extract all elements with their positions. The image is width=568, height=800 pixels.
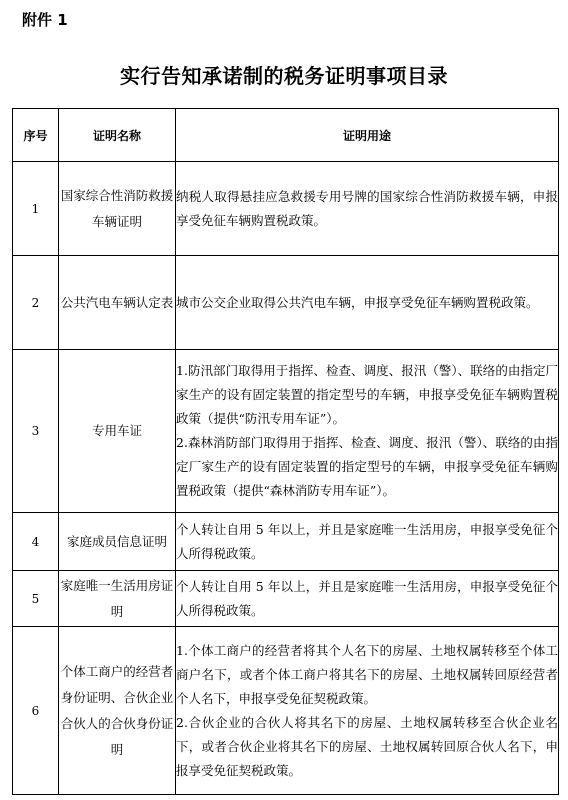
row-name: 家庭成员信息证明: [59, 513, 176, 571]
table-row: [13, 162, 559, 256]
row-number: 2: [13, 256, 59, 350]
row-name: 家庭唯一生活用房证明: [59, 571, 176, 627]
row-use: [176, 256, 559, 350]
table-row: [13, 513, 559, 571]
certificate-table: [12, 108, 559, 795]
use-text: 纳税人取得悬挂应急救援专用号牌的国家综合性消防救援车辆，申报享受免征车辆购置税政策。: [176, 188, 558, 228]
row-number: 5: [13, 571, 59, 627]
use-text: 个人转让自用 5 年以上，并且是家庭唯一生活用房，申报享受免征个人所得税政策。: [176, 578, 558, 618]
header-number: 序号: [13, 109, 59, 162]
table-header-row: [13, 109, 559, 162]
use-text: 2.森林消防部门取得用于指挥、检查、调度、报汛（警）、联络的由指定厂家生产的设有固定装置的指定型号的车辆，申报享受免征车辆购置税政策（提供“森林消防专用车证”）。: [176, 435, 558, 498]
attachment-label: 附件 1: [22, 11, 68, 29]
use-text: 个人转让自用 5 年以上，并且是家庭唯一生活用房，申报享受免征个人所得税政策。: [176, 521, 558, 561]
row-number: 4: [13, 513, 59, 571]
use-text: 2.合伙企业的合伙人将其名下的房屋、土地权属转移至合伙企业名下，或者合伙企业将其名下的房屋、土地权属转回原合伙人名下，申报享受免征契税政策。: [176, 714, 558, 778]
use-text: 1.防汛部门取得用于指挥、检查、调度、报汛（警）、联络的由指定厂家生产的设有固定装置的指定型号的车辆，申报享受免征车辆购置税政策（提供“防汛专用车证”）。: [176, 363, 558, 426]
header-use: 证明用途: [176, 109, 559, 162]
use-text: 城市公交企业取得公共汽电车辆，申报享受免征车辆购置税政策。: [176, 294, 539, 310]
row-name: 专用车证: [59, 350, 176, 513]
row-number: 6: [13, 627, 59, 795]
use-text: 1.个体工商户的经营者将其个人名下的房屋、土地权属转移至个体工商户名下，或者个体工商户将其名下的房屋、土地权属转回原经营者个人名下，申报享受免征契税政策。: [176, 642, 558, 706]
table-row: [13, 571, 559, 627]
row-use: [176, 627, 559, 795]
row-name: 公共汽电车辆认定表: [59, 256, 176, 350]
row-use: [176, 571, 559, 627]
document-title: 实行告知承诺制的税务证明事项目录: [120, 64, 448, 88]
row-use: [176, 513, 559, 571]
row-use: [176, 162, 559, 256]
row-use: [176, 350, 559, 513]
header-name: 证明名称: [59, 109, 176, 162]
table-row: [13, 627, 559, 795]
table-row: [13, 350, 559, 513]
row-name: 国家综合性消防救援车辆证明: [59, 162, 176, 256]
row-number: 3: [13, 350, 59, 513]
row-number: 1: [13, 162, 59, 256]
row-name: 个体工商户的经营者身份证明、合伙企业合伙人的合伙身份证明: [59, 627, 176, 795]
table-row: [13, 256, 559, 350]
